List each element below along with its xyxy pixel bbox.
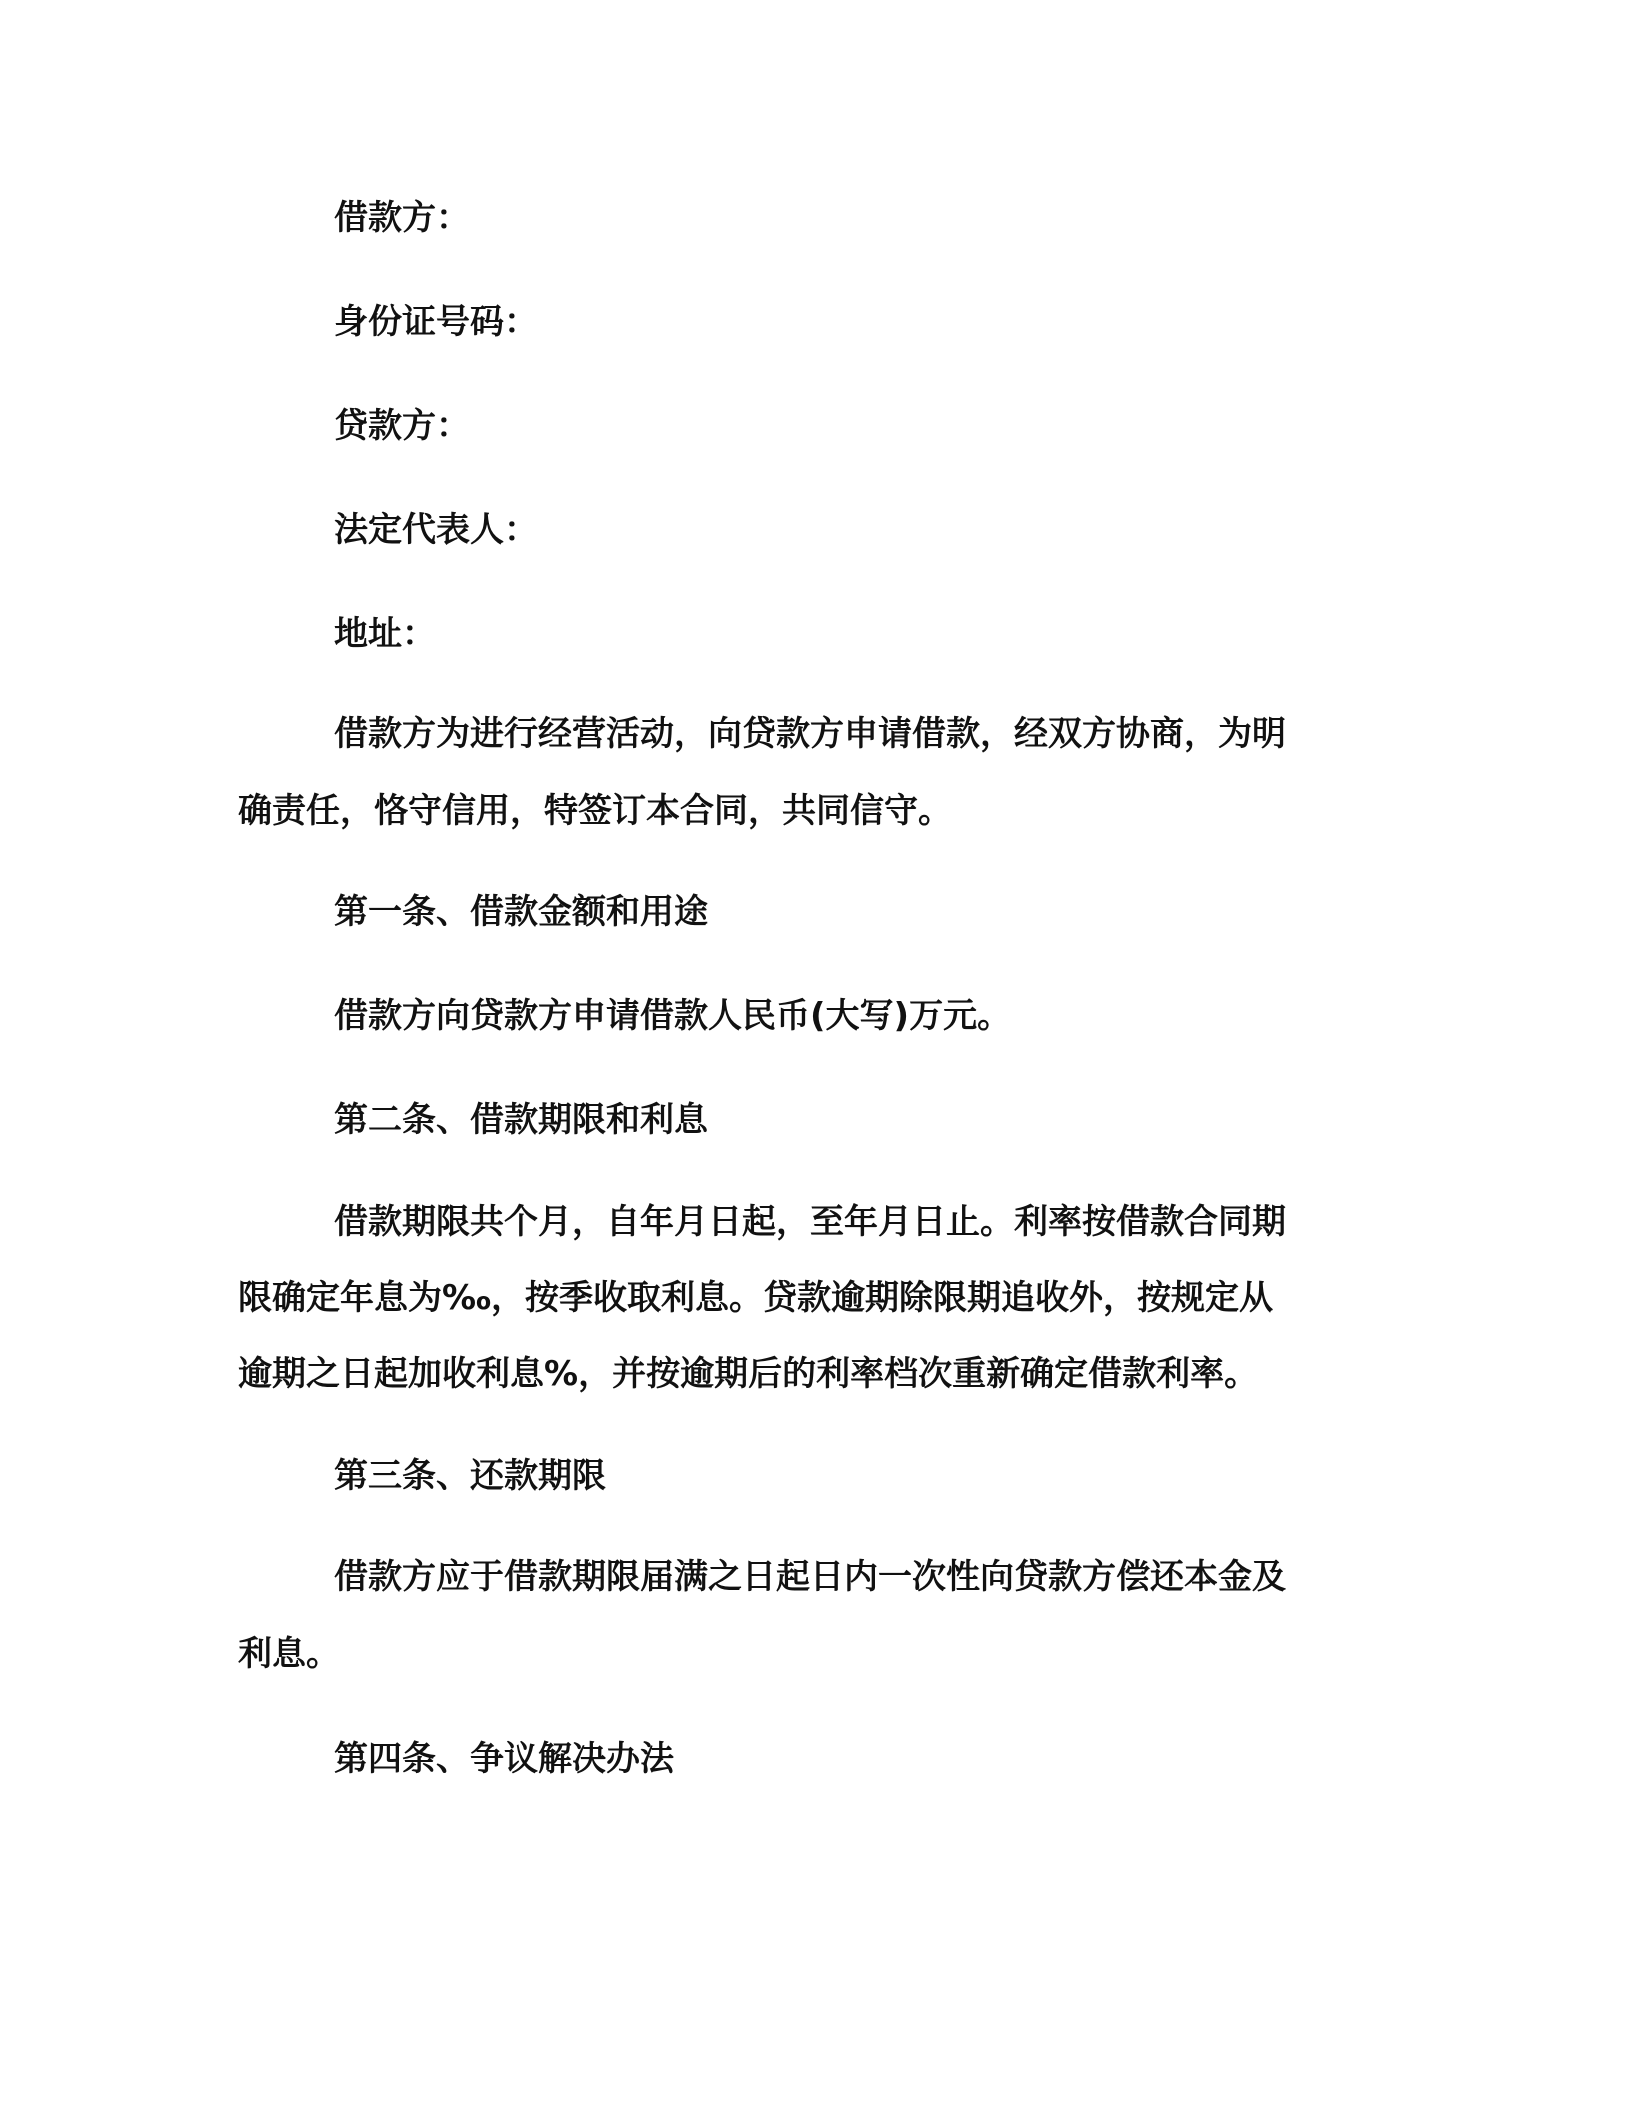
article-body-line: 逾期之日起加收利息%，并按逾期后的利率档次重新确定借款利率。 (238, 1354, 1259, 1394)
article-body-line: 借款方向贷款方申请借款人民币(大写)万元。 (334, 996, 1012, 1036)
article-body-line: 借款期限共个月，自年月日起，至年月日止。利率按借款合同期 (334, 1202, 1286, 1242)
address-field: 地址： (334, 614, 436, 654)
article-body-line: 借款方应于借款期限届满之日起日内一次性向贷款方偿还本金及 (334, 1557, 1286, 1597)
intro-paragraph-line: 借款方为进行经营活动，向贷款方申请借款，经双方协商，为明 (334, 714, 1286, 754)
legal-representative-field: 法定代表人： (334, 510, 538, 550)
article-heading: 第一条、借款金额和用途 (334, 892, 708, 932)
article-body-line: 限确定年息为‰，按季收取利息。贷款逾期除限期追收外，按规定从 (238, 1278, 1273, 1318)
article-heading: 第四条、争议解决办法 (334, 1739, 674, 1779)
borrower-field: 借款方： (334, 198, 470, 238)
article-body-line: 利息。 (238, 1634, 340, 1674)
id-number-field: 身份证号码： (334, 302, 538, 342)
lender-field: 贷款方： (334, 406, 470, 446)
article-heading: 第三条、还款期限 (334, 1456, 606, 1496)
article-heading: 第二条、借款期限和利息 (334, 1100, 708, 1140)
intro-paragraph-line: 确责任，恪守信用，特签订本合同，共同信守。 (238, 791, 952, 831)
